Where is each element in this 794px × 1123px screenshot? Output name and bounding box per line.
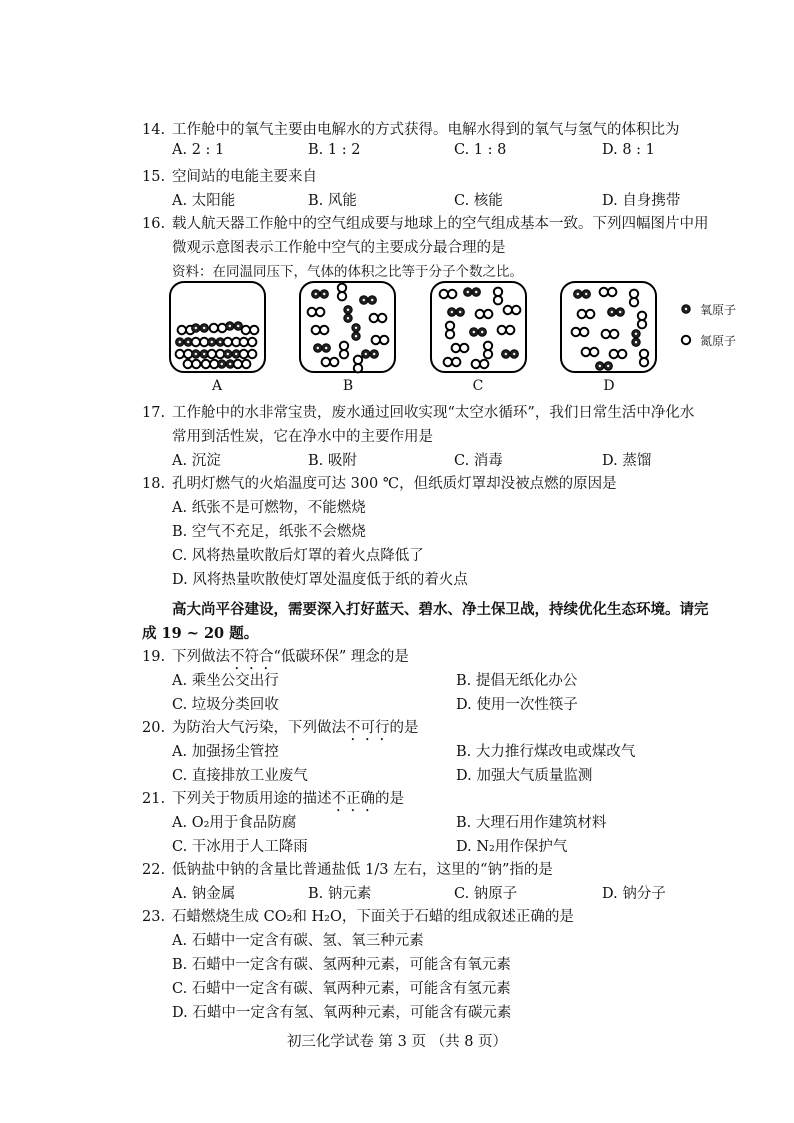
nitrogen-molecule: [208, 350, 225, 358]
nitrogen-molecule: [452, 344, 469, 352]
option-c[interactable]: C. 石蜡中一定含有碳、氧两种元素，可能含有氢元素: [172, 981, 511, 997]
question-18: [142, 472, 617, 493]
option-d[interactable]: D. 使用一次性筷子: [456, 697, 578, 713]
oxygen-molecule: [596, 362, 613, 370]
question-stem-continued: 常用到活性炭，它在净水中的主要作用是: [172, 429, 433, 445]
nitrogen-molecule: [504, 306, 521, 314]
section-intro-line1: 高大尚平谷建设，需要深入打好蓝天、碧水、净土保卫战，持续优化生态环境。请完: [172, 601, 709, 618]
nitrogen-molecule: [630, 290, 638, 307]
question-stem-post: “低碳环保” 理念的是: [273, 649, 409, 665]
question-stem-post: 的是: [389, 720, 419, 736]
option-b[interactable]: B. 吸附: [308, 453, 357, 469]
nitrogen-molecule: [240, 350, 257, 358]
nitrogen-molecule: [202, 360, 219, 368]
oxygen-molecule: [314, 344, 331, 352]
option-c[interactable]: C. 风将热量吹散后灯罩的着火点降低了: [172, 548, 424, 564]
option-b[interactable]: B. 提倡无纸化办公: [456, 673, 578, 689]
question-stem: 空间站的电能主要来自: [172, 169, 317, 185]
oxygen-molecule: [362, 350, 379, 358]
option-c[interactable]: C. 1 : 8: [454, 142, 507, 158]
oxygen-molecule: [360, 296, 377, 304]
question-stem: 石蜡燃烧生成 CO₂和 H₂O，下面关于石蜡的组成叙述正确的是: [172, 909, 574, 925]
oxygen-molecule: [226, 322, 243, 330]
reference-note: 资料：在同温同压下，气体的体积之比等于分子个数之比。: [172, 264, 523, 280]
nitrogen-molecule: [440, 290, 457, 298]
option-d[interactable]: D. 8 : 1: [602, 142, 655, 158]
nitrogen-molecule: [484, 342, 492, 359]
oxygen-molecule: [192, 324, 209, 332]
diagram-label-a: A: [211, 378, 223, 394]
option-d[interactable]: D. 自身携带: [602, 193, 681, 209]
nitrogen-molecule: [184, 360, 201, 368]
oxygen-molecule: [224, 350, 241, 358]
question-stem: 孔明灯燃气的火焰温度可达 300 ℃，但纸质灯罩却没被点燃的原因是: [172, 476, 617, 492]
option-a[interactable]: A. 2 : 1: [172, 142, 225, 158]
question-stem-emphasis: 不正确: [331, 791, 375, 807]
question-14: [142, 118, 680, 139]
nitrogen-molecule: [224, 338, 241, 346]
diagram-label-b: B: [342, 378, 354, 394]
particle-diagrams: [160, 278, 780, 378]
option-c[interactable]: C. 核能: [454, 193, 503, 209]
option-b[interactable]: B. 大力推行煤改电或煤改气: [456, 744, 636, 760]
option-c[interactable]: C. 消毒: [454, 453, 503, 469]
legend-oxygen-label: 氧原子: [700, 303, 737, 317]
nitrogen-molecule: [322, 358, 339, 366]
question-stem-post: 的是: [375, 791, 404, 807]
option-d[interactable]: D. N₂用作保护气: [456, 839, 568, 855]
question-stem-pre: 下列关于物质用途的描述: [172, 791, 332, 807]
oxygen-molecule: [632, 330, 640, 347]
question-23: [142, 905, 574, 926]
diagram-label-c: C: [472, 378, 484, 394]
option-b[interactable]: B. 钠元素: [308, 886, 372, 902]
oxygen-molecule: [208, 338, 225, 346]
nitrogen-molecule: [572, 328, 589, 336]
oxygen-molecule: [352, 324, 360, 341]
option-a[interactable]: A. 乘坐公交出行: [172, 673, 279, 689]
oxygen-molecule: [574, 290, 591, 298]
question-22: [142, 858, 553, 879]
question-number: 19.: [142, 649, 166, 665]
option-a[interactable]: A. 钠金属: [172, 886, 236, 902]
question-number: 16.: [142, 216, 166, 232]
option-a[interactable]: A. 加强扬尘管控: [172, 744, 279, 760]
nitrogen-molecule: [372, 336, 389, 344]
option-b[interactable]: B. 1 : 2: [308, 142, 361, 158]
oxygen-molecule: [192, 350, 209, 358]
question-15: [142, 165, 317, 186]
question-number: 17.: [142, 405, 166, 421]
option-a[interactable]: A. 石蜡中一定含有碳、氢、氧三种元素: [172, 933, 424, 949]
nitrogen-molecule: [312, 326, 329, 334]
nitrogen-molecule: [498, 326, 515, 334]
nitrogen-molecule: [210, 324, 227, 332]
option-d[interactable]: D. 蒸馏: [602, 453, 652, 469]
question-number: 21.: [142, 791, 166, 807]
nitrogen-molecule: [638, 312, 646, 329]
section-intro-line2: 成 19 ~ 20 题。: [142, 625, 259, 642]
oxygen-molecule: [502, 350, 519, 358]
oxygen-molecule: [448, 308, 465, 316]
diagram-label-d: D: [603, 378, 615, 394]
oxygen-molecule: [312, 290, 329, 298]
question-number: 22.: [142, 862, 166, 878]
question-number: 14.: [142, 122, 166, 138]
option-a[interactable]: A. O₂用于食品防腐: [172, 815, 297, 831]
nitrogen-molecule: [446, 322, 454, 339]
nitrogen-molecule: [578, 310, 595, 318]
nitrogen-molecule: [192, 338, 209, 346]
oxygen-molecule: [344, 306, 352, 323]
legend-nitrogen-icon: [682, 336, 690, 344]
nitrogen-molecule: [308, 308, 325, 316]
option-b[interactable]: B. 大理石用作建筑材料: [456, 815, 607, 831]
option-d[interactable]: D. 石蜡中一定含有氢、氧两种元素，可能含有碳元素: [172, 1005, 512, 1021]
nitrogen-molecule: [444, 358, 461, 366]
question-stem-emphasis: 不可行: [346, 720, 390, 736]
option-d[interactable]: D. 风将热量吹散使灯罩处温度低于纸的着火点: [172, 572, 468, 588]
nitrogen-molecule: [640, 350, 648, 367]
question-16: [142, 212, 709, 233]
legend-oxygen-icon: [682, 305, 690, 313]
molecule-layer: [176, 284, 649, 373]
option-d[interactable]: D. 加强大气质量监测: [456, 768, 593, 784]
question-number: 20.: [142, 720, 166, 736]
nitrogen-molecule: [240, 338, 257, 346]
nitrogen-molecule: [494, 288, 502, 305]
nitrogen-molecule: [242, 326, 259, 334]
option-a[interactable]: A. 纸张不是可燃物，不能燃烧: [172, 500, 366, 516]
nitrogen-molecule: [610, 350, 627, 358]
option-c[interactable]: C. 钠原子: [454, 886, 518, 902]
oxygen-molecule: [218, 360, 235, 368]
option-a[interactable]: A. 太阳能: [172, 193, 236, 209]
nitrogen-molecule: [354, 356, 362, 373]
nitrogen-molecule: [600, 288, 617, 296]
question-stem-emphasis: 不符合: [230, 649, 274, 665]
question-number: 18.: [142, 476, 166, 492]
legend-nitrogen-label: 氮原子: [700, 334, 737, 348]
option-b[interactable]: B. 空气不充足，纸张不会燃烧: [172, 524, 366, 540]
option-b[interactable]: B. 风能: [308, 193, 357, 209]
option-c[interactable]: C. 直接排放工业废气: [172, 768, 308, 784]
oxygen-molecule: [176, 338, 193, 346]
nitrogen-molecule: [476, 310, 493, 318]
nitrogen-molecule: [602, 330, 619, 338]
nitrogen-molecule: [176, 350, 193, 358]
nitrogen-molecule: [370, 314, 387, 322]
question-stem: 载人航天器工作舱中的空气组成要与地球上的空气组成基本一致。下列四幅图片中用: [172, 216, 709, 232]
option-c[interactable]: C. 干冰用于人工降雨: [172, 839, 308, 855]
nitrogen-molecule: [472, 360, 489, 368]
question-17: [142, 401, 694, 422]
page-footer: 初三化学试卷 第 3 页 （共 8 页）: [286, 1034, 508, 1050]
nitrogen-molecule: [582, 348, 599, 356]
question-stem-continued: 微观示意图表示工作舱中空气的主要成分最合理的是: [172, 240, 506, 256]
question-stem-pre: 下列做法: [172, 649, 230, 665]
question-number: 23.: [142, 909, 166, 925]
nitrogen-molecule: [338, 284, 346, 301]
option-a[interactable]: A. 沉淀: [172, 453, 221, 469]
nitrogen-molecule: [234, 360, 251, 368]
question-stem: 工作舱中的水非常宝贵，废水通过回收实现“太空水循环”，我们日常生活中净化水: [172, 405, 695, 421]
nitrogen-molecule: [340, 342, 348, 359]
option-d[interactable]: D. 钠分子: [602, 886, 666, 902]
oxygen-molecule: [464, 288, 481, 296]
option-b[interactable]: B. 石蜡中一定含有碳、氢两种元素，可能含有氧元素: [172, 957, 511, 973]
oxygen-molecule: [470, 328, 487, 336]
question-stem: 低钠盐中钠的含量比普通盐低 1/3 左右，这里的“钠”指的是: [172, 862, 553, 878]
question-stem: 工作舱中的氧气主要由电解水的方式获得。电解水得到的氧气与氢气的体积比为: [172, 122, 680, 138]
option-c[interactable]: C. 垃圾分类回收: [172, 697, 279, 713]
question-number: 15.: [142, 169, 166, 185]
question-stem-pre: 为防治大气污染，下列做法: [172, 720, 346, 736]
oxygen-molecule: [608, 308, 625, 316]
